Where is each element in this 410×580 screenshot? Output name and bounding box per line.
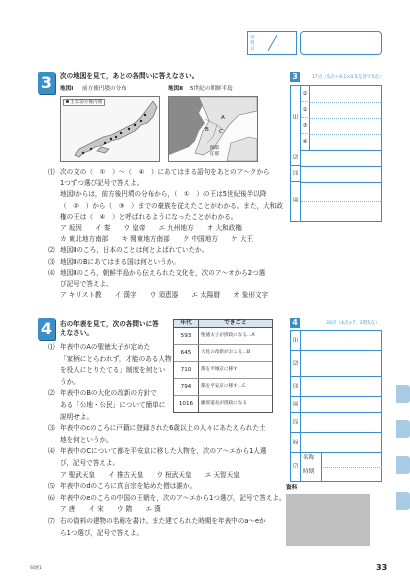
map2-mark-a: A — [221, 115, 225, 121]
answer-4-field[interactable] — [301, 377, 381, 397]
table-event: 都を平安京に移す…C — [201, 383, 246, 389]
q3-item-text: び記号で答えよ。 — [60, 280, 113, 288]
q3-item-text: 地図Ⅰからは，前方後円墳の分布から，（ ① ）の王は5世紀後半以降 — [60, 190, 267, 199]
answer-3-field-5[interactable] — [301, 150, 381, 167]
map1-label: 地図Ⅰ — [60, 86, 74, 92]
q3-item-text: （ ② ）から（ ③ ）までの豪族を従えたことがわかる。また，大和政 — [60, 201, 283, 210]
answer-3-field-1[interactable] — [310, 86, 381, 103]
answer-3-row-label-1: ⑴ — [291, 86, 301, 150]
q3-item-text: 権の王は（ ④ ）と呼ばれるようになったことがわかる。 — [60, 212, 238, 221]
answer-3-sub-4: ④ — [301, 134, 310, 150]
q3-item-number: ⑵ — [48, 246, 55, 255]
q4-item-text: 年表中のCについて都を平安京に移した人物を，次のア～エから1人選 — [60, 447, 267, 456]
q3-item-text: 地図Ⅱのころ，朝鮮半島から伝えられた文化を，次のア～オから2つ選 — [60, 268, 266, 277]
answer-3-field-6[interactable] — [301, 166, 381, 183]
map1-legend: 主な前方後円墳 — [63, 99, 105, 106]
answer-3-number: 3 — [290, 72, 300, 82]
q4-item-number: ⑹ — [48, 493, 55, 502]
answer-4-score: 33点（4点×7，2問5点） — [326, 321, 380, 326]
table-header-event: できごと — [224, 320, 247, 326]
answer-4-name-label: 名称 — [303, 455, 315, 461]
q3-item-text: ア 坂因 イ 秦 ウ 皇帝 エ 九州地方 オ 大和政権 — [60, 224, 242, 232]
q3-item-text: 地図ⅡのBにあてはまる国は何というか。 — [60, 257, 180, 266]
map2-mark-b: B — [205, 127, 209, 133]
answer-3-field-3[interactable] — [310, 118, 381, 135]
question-4-title-1: 右の年表を見て，次の各問いに答 — [60, 320, 159, 328]
answer-4-row-label: ⑵ — [291, 351, 301, 377]
table-event: 藤原道長が摂政になる — [201, 400, 247, 406]
answer-4-period-field[interactable] — [321, 467, 382, 481]
table-row — [174, 395, 272, 412]
table-row — [174, 344, 272, 361]
q4-item-number: ⑴ — [48, 343, 55, 351]
resource-label: 資料 — [286, 485, 298, 491]
answer-4-row-label: ⑶ — [291, 377, 301, 397]
table-header-year: 年代 — [174, 320, 199, 327]
answer-3-field-2[interactable] — [310, 102, 381, 119]
answer-3-score: 17点（5点＋4.1×4.5完答で5点） — [312, 75, 384, 80]
table-event: 都を平城京に移す — [201, 366, 238, 372]
answer-3-row-label-2: ⑵ — [291, 150, 301, 166]
q3-item-number: ⑷ — [48, 268, 55, 277]
q4-item-text: 年表中のBの大化の改新の方針で — [60, 389, 157, 398]
answer-4-field[interactable] — [301, 331, 381, 351]
table-event: 聖徳太子が摂政になる…A — [201, 332, 255, 338]
answer-3-sub-3: ③ — [301, 118, 310, 134]
answer-4-row-label: ⑷ — [291, 397, 301, 413]
q4-item-text: 年表中のdのころに真言宗を始めた僧は誰か。 — [60, 482, 197, 491]
answer-4-row-label: ⑴ — [291, 331, 301, 351]
answer-4-grid — [290, 330, 382, 482]
q4-item-text: 「家柄にとらわれず，才能のある人物 — [60, 354, 172, 363]
map2-place-mimana: 任那 — [210, 152, 220, 157]
map2-title: 5世紀の朝鮮半島 — [190, 86, 233, 92]
answer-3-row-label-3: ⑶ — [291, 166, 301, 182]
q3-item-text: カ 東北地方南部 キ 関東地方南部 ク 中国地方 ケ 大王 — [60, 235, 254, 244]
answer-3-sub-2: ② — [301, 102, 310, 118]
side-tab-2[interactable] — [396, 420, 410, 438]
chronology-table — [173, 319, 273, 413]
answer-4-number: 4 — [290, 318, 300, 328]
answer-4-period-label: 時期 — [303, 469, 315, 475]
answer-4-field[interactable] — [301, 433, 381, 453]
q3-item-text: 1つずつ選び記号で答えよ。 — [60, 179, 144, 188]
answer-3-grid — [290, 85, 382, 222]
table-row — [174, 328, 272, 344]
q4-item-text: ア 聖武天皇 イ 推古天皇 ウ 桓武天皇 エ 天智天皇 — [60, 470, 240, 479]
answer-4-field[interactable] — [301, 351, 381, 377]
map2-label: 地図Ⅱ — [168, 86, 183, 92]
name-box[interactable] — [300, 31, 382, 55]
table-year: 1016 — [174, 396, 199, 412]
answer-3-field-8[interactable] — [301, 201, 381, 221]
page-number: 33 — [376, 563, 388, 572]
q3-item-text: 地図Ⅱのころ，日本のことは何とよばれていたか。 — [60, 246, 209, 255]
q4-item-text: ある「公地・公民」について簡単に — [60, 401, 166, 409]
map2-place-kaya: 伽耶 — [210, 146, 220, 151]
answer-4-row-label: ⑹ — [291, 433, 301, 453]
answer-4-field[interactable] — [301, 413, 381, 433]
question-4-number: 4 — [38, 318, 55, 340]
answer-4-row-label: ⑸ — [291, 413, 301, 433]
q4-item-text: び，記号で答えよ。 — [60, 459, 120, 467]
side-tab-4[interactable] — [396, 492, 410, 510]
table-row — [174, 378, 272, 395]
q3-item-text: ア キリスト教 イ 漢字 ウ 須恵器 エ 太陽暦 オ 象形文字 — [60, 291, 269, 300]
q4-item-number: ⑵ — [48, 389, 55, 398]
table-event: 大化の改新がおこる…B — [201, 349, 251, 355]
q4-item-text: 年表中のeのころの中国の王朝を，次のア～エから1つ選び，記号で答えよ。 — [60, 493, 286, 502]
q4-item-text: 右の資料の建物の名称を書け。また建てられた時期を年表中のa～eか — [60, 517, 266, 525]
q4-item-number: ⑺ — [48, 517, 55, 525]
answer-4-field[interactable] — [301, 397, 381, 413]
footer-code: SI歴1 — [30, 566, 42, 571]
answer-3-sub-1: ① — [301, 86, 310, 102]
study-date-stamp — [247, 31, 297, 55]
q4-item-number: ⑶ — [48, 424, 55, 433]
q4-item-text: 地を何というか。 — [60, 435, 113, 444]
map2-mark-c: C — [219, 129, 223, 135]
table-year: 593 — [174, 328, 199, 344]
answer-4-name-field[interactable] — [321, 453, 382, 468]
q4-item-number: ⑷ — [48, 447, 55, 456]
q4-item-number: ⑸ — [48, 482, 55, 491]
table-year: 645 — [174, 345, 199, 361]
answer-3-row-label-4: ⑷ — [291, 182, 301, 221]
q3-item-text: 次の文の（ ① ）～（ ④ ）にあてはまる語句をあとのア～クから — [60, 168, 270, 176]
resource-photo — [286, 494, 370, 546]
q3-item-number: ⑴ — [48, 168, 55, 176]
question-4-title-2: えなさい。 — [60, 329, 93, 337]
slash-line — [268, 35, 278, 51]
q4-item-text: うか。 — [60, 377, 80, 386]
q4-item-text: 年表中のAの聖徳太子が定めた — [60, 343, 151, 351]
map1-japan-shape — [61, 97, 159, 161]
map2-korea — [168, 96, 258, 162]
answer-4-row-label: ⑺ — [291, 453, 301, 481]
q4-item-text: を役人にとりたてる」制度を何とい — [60, 366, 166, 375]
q4-item-text: 年表中のcのころに戸籍に登録された6歳以上の人々にあたえられた土 — [60, 424, 266, 433]
table-row — [174, 361, 272, 378]
q4-item-text: 説明せよ。 — [60, 412, 93, 421]
answer-3-field-4[interactable] — [310, 134, 381, 150]
side-tab-1[interactable] — [396, 385, 410, 403]
answer-3-field-7[interactable] — [301, 182, 381, 202]
question-3-title: 次の地図を見て，あとの各問いに答えなさい。 — [60, 72, 199, 80]
side-tab-3[interactable] — [396, 456, 410, 474]
q3-item-number: ⑶ — [48, 257, 55, 266]
table-year: 710 — [174, 362, 199, 378]
q4-item-text: ア 唐 イ 宋 ウ 隋 エ 漢 — [60, 505, 161, 514]
study-date-label: 学習日 — [250, 36, 255, 52]
map1-title: 前方後円墳の分布 — [82, 86, 127, 92]
table-year: 794 — [174, 379, 199, 395]
question-3-number: 3 — [38, 72, 55, 94]
map1-japan-kofun — [60, 96, 160, 162]
q4-item-text: ら1つ選び，記号で答えよ。 — [60, 528, 144, 537]
